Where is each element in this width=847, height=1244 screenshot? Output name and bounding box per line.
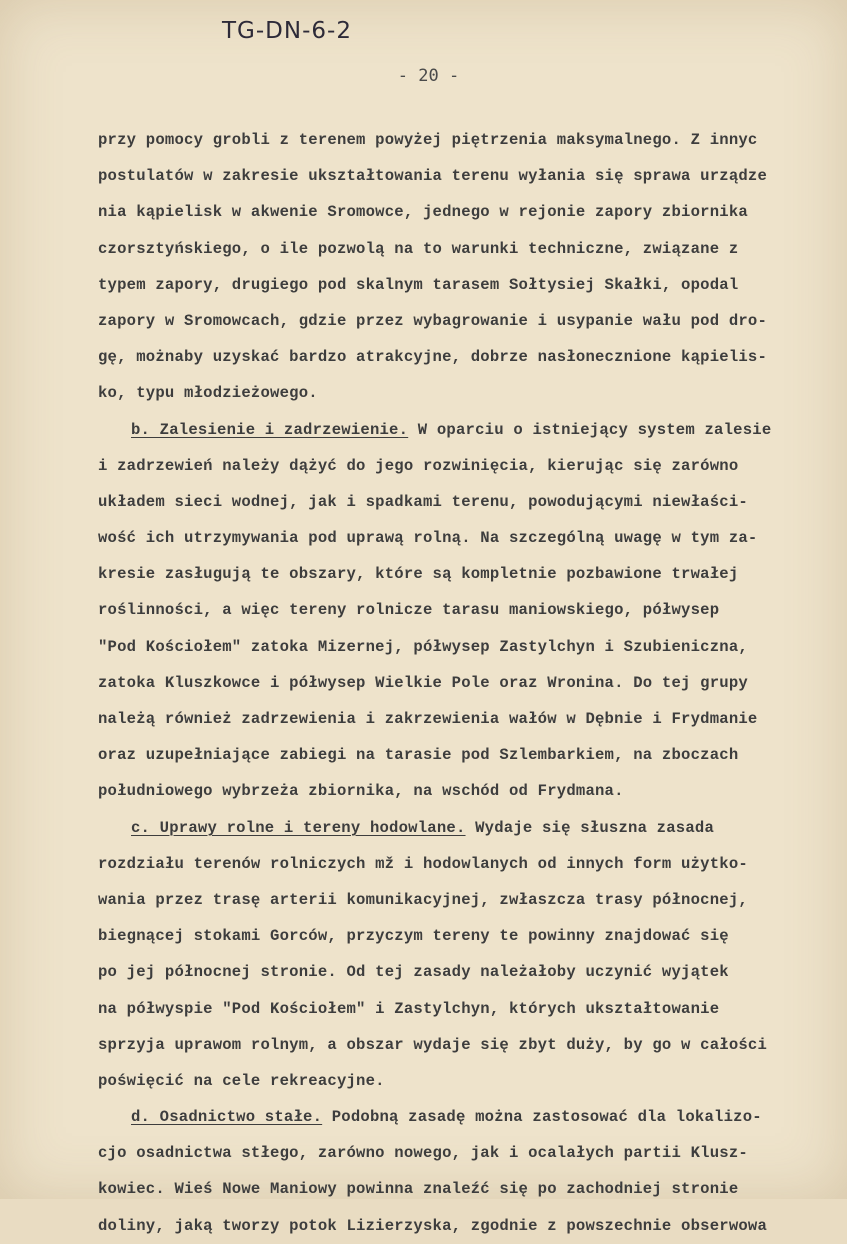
- text-line: przy pomocy grobli z terenem powyżej piętrzenia maksymalnego. Z innyc: [98, 131, 758, 149]
- text-line: biegnącej stokami Gorców, przyczym tereny te powinny znajdować się: [98, 927, 729, 946]
- text-line: układem sieci wodnej, jak i spadkami terenu, powodującymi niewłaści-: [98, 492, 748, 511]
- handwritten-reference: TG-DN-6-2: [222, 18, 352, 44]
- paragraph-settlement: [98, 1099, 840, 1244]
- text-run: Wydaje się słuszna zasada: [465, 818, 715, 837]
- text-line: nia kąpielisk w akwenie Sromowce, jednego w rejonie zapory zbiornika: [98, 203, 748, 222]
- paragraph-first-line: [98, 412, 840, 448]
- text-line: zatoka Kluszkowce i półwysep Wielkie Pole oraz Wronina. Do tej grupy: [98, 673, 748, 692]
- text-line: wość ich utrzymywania pod uprawą rolną. Na szczególną uwagę w tym za-: [98, 529, 758, 548]
- paragraph-afforestation: [98, 412, 840, 810]
- paragraph-first-line: [98, 810, 840, 846]
- section-heading: b. Zalesienie i zadrzewienie.: [131, 420, 409, 439]
- text-line: typem zapory, drugiego pod skalnym tarasem Sołtysiej Skałki, opodal: [98, 275, 739, 294]
- section-heading: c. Uprawy rolne i tereny hodowlane.: [131, 818, 466, 837]
- text-line: czorsztyńskiego, o ile pozwolą na to warunki techniczne, związane z: [98, 239, 739, 258]
- text-line: postulatów w zakresie ukształtowania terenu wyłania się sprawa urządze: [98, 167, 768, 186]
- text-line: cjo osadnictwa stłego, zarówno nowego, jak i ocalałych partii Klusz-: [98, 1144, 748, 1163]
- page-number: - 20 -: [397, 66, 460, 86]
- text-line: południowego wybrzeża zbiornika, na wschód od Frydmana.: [98, 782, 624, 801]
- paragraph-agriculture: [98, 810, 840, 1100]
- text-line: rozdziału terenów rolniczych mž i hodowlanych od innych form użytko-: [98, 854, 748, 873]
- text-line: ko, typu młodzieżowego.: [98, 384, 318, 403]
- text-run: Podobną zasadę można zastosować dla lokalizo-: [322, 1108, 762, 1127]
- text-line: wania przez trasę arterii komunikacyjnej, zwłaszcza trasy północnej,: [98, 890, 748, 909]
- text-line: kowiec. Wieś Nowe Maniowy powinna znaleźć się po zachodniej stronie: [98, 1180, 739, 1199]
- text-line: roślinności, a więc tereny rolnicze tarasu maniowskiego, półwysep: [98, 601, 720, 620]
- text-run: W oparciu o istniejący system zalesie: [408, 420, 772, 439]
- text-line: sprzyja uprawom rolnym, a obszar wydaje się zbyt duży, by go w całości: [98, 1035, 768, 1054]
- text-line: na półwyspie "Pod Kościołem" i Zastylchyn, których ukształtowanie: [98, 999, 720, 1018]
- text-line: należą również zadrzewienia i zakrzewienia wałów w Dębnie i Frydmanie: [98, 710, 758, 728]
- section-heading: d. Osadnictwo stałe.: [131, 1108, 323, 1127]
- text-line: zapory w Sromowcach, gdzie przez wybagrowanie i usypanie wału pod dro-: [98, 311, 768, 330]
- text-line: po jej północnej stronie. Od tej zasady należałoby uczynić wyjątek: [98, 963, 729, 982]
- text-line: poświęcić na cele rekreacyjne.: [98, 1071, 385, 1090]
- text-line: gę, możnaby uzyskać bardzo atrakcyjne, dobrze nasłonecznione kąpielis-: [98, 348, 768, 367]
- text-line: kresie zasługują te obszary, które są kompletnie pozbawione trwałej: [98, 565, 739, 584]
- text-line: oraz uzupełniające zabiegi na tarasie pod Szlembarkiem, na zboczach: [98, 746, 739, 765]
- paragraph-first-line: [98, 1099, 840, 1135]
- paragraph-continuation: [98, 122, 840, 412]
- body-text: [98, 122, 840, 1244]
- text-line: i zadrzewień należy dążyć do jego rozwinięcia, kierując się zarówno: [98, 456, 739, 475]
- text-line: doliny, jaką tworzy potok Lizierzyska, zgodnie z powszechnie obserwowa: [98, 1216, 768, 1235]
- text-line: "Pod Kościołem" zatoka Mizernej, półwysep Zastylchyn i Szubieniczna,: [98, 637, 748, 656]
